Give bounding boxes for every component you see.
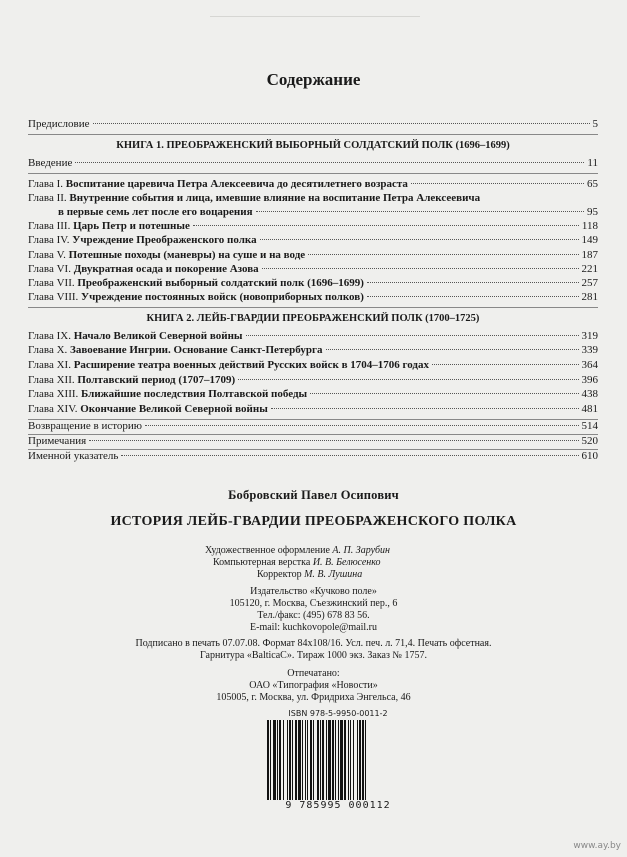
book-title: ИСТОРИЯ ЛЕЙБ-ГВАРДИИ ПРЕОБРАЖЕНСКОГО ПОЛКА (110, 514, 517, 529)
dot-leader (89, 440, 578, 441)
chapter-number: Глава IV. (28, 234, 70, 246)
dot-leader (121, 455, 578, 456)
dot-leader (246, 335, 579, 336)
toc-page: 5 (592, 118, 598, 130)
chapter-title: Внутренние события и лица, имевшие влияние на воспитание Петра Алексеевича (69, 192, 481, 204)
divider (28, 173, 598, 174)
toc-page: 257 (581, 277, 598, 289)
chapter-number: Глава II. (28, 192, 67, 204)
chapter-number: Глава I. (28, 178, 63, 190)
toc-row-chapter-cont (28, 205, 598, 219)
toc-label: Предисловие (28, 118, 90, 130)
divider (28, 134, 598, 135)
toc-page: 319 (581, 330, 598, 342)
toc-label: Возвращение в историю (28, 420, 142, 432)
toc-row-chapter (28, 402, 598, 416)
toc-label: Введение (28, 157, 73, 169)
dot-leader (93, 123, 590, 124)
toc-row-chapter (28, 329, 598, 343)
chapter-title: Двукратная осада и покорение Азова (73, 263, 259, 275)
chapter-number: Глава X. (28, 344, 68, 356)
dot-leader (308, 254, 578, 255)
dot-leader (432, 364, 579, 365)
toc-row-backmatter (28, 419, 598, 433)
print-info: Подписано в печать 07.07.08. Формат 84х108/16. Усл. печ. л. 71,4. Печать офсетная. Гарнитура «BalticaC». Тираж 1000 экз. Заказ № 1757. (135, 638, 492, 661)
watermark: www.ay.by (573, 841, 621, 851)
dot-leader (310, 393, 578, 394)
toc-row-chapter (28, 387, 598, 401)
chapter-title: Полтавский период (1707–1709) (77, 374, 236, 386)
toc-page: 281 (581, 291, 598, 303)
chapter-title: Учреждение постоянных войск (новоприборных полков) (81, 291, 364, 303)
toc-page: 481 (581, 403, 598, 415)
chapter-number: Глава XIV. (28, 403, 78, 415)
chapter-number: Глава III. (28, 220, 71, 232)
toc-page: 221 (581, 263, 598, 275)
chapter-title: Царь Петр и потешные (73, 220, 190, 232)
publisher-info: Издательство «Кучково поле» 105120, г. Москва, Съезжинский пер., 6 Тел./факс: (495) 678 83 56. E-mail: kuchkovopole@mail.ru (229, 586, 398, 633)
toc-row-backmatter (28, 434, 598, 448)
dot-leader (256, 211, 584, 212)
toc-page: 65 (587, 178, 598, 190)
toc-row-chapter (28, 358, 598, 372)
toc-page: 118 (581, 220, 598, 232)
chapter-number: Глава VIII. (28, 291, 79, 303)
barcode-icon (263, 720, 413, 800)
book1-heading: КНИГА 1. ПРЕОБРАЖЕНСКИЙ ВЫБОРНЫЙ СОЛДАТСКИЙ ПОЛК (1696–1699) (116, 140, 510, 151)
chapter-title: Потешные походы (маневры) на суше и на воде (68, 249, 306, 261)
dot-leader (326, 349, 579, 350)
toc-page: 339 (581, 344, 598, 356)
chapter-number: Глава XIII. (28, 388, 79, 400)
chapter-number: Глава XI. (28, 359, 71, 371)
chapter-title: Ближайшие последствия Полтавской победы (81, 388, 308, 400)
dot-leader (260, 239, 579, 240)
author-name: Бобровский Павел Осипович (228, 488, 399, 502)
dot-leader (238, 379, 578, 380)
page-title: Содержание (266, 70, 361, 89)
dot-leader (145, 425, 579, 426)
toc-row-chapter (28, 276, 598, 290)
toc-row-chapter (28, 343, 598, 357)
dot-leader (193, 225, 579, 226)
chapter-title: Воспитание царевича Петра Алексеевича до десятилетнего возраста (65, 178, 408, 190)
toc-row-preface (28, 117, 598, 131)
dot-leader (367, 296, 579, 297)
isbn-barcode-block (258, 709, 418, 811)
toc-page: 149 (581, 234, 598, 246)
dot-leader (271, 408, 579, 409)
toc-page: 610 (581, 450, 598, 462)
toc-page: 187 (581, 249, 598, 261)
dot-leader (411, 183, 584, 184)
dot-leader (367, 282, 579, 283)
toc-page: 364 (581, 359, 598, 371)
toc-page: 520 (581, 435, 598, 447)
toc-row-intro (28, 156, 598, 170)
credit-line: Корректор М. В. Лушина (257, 569, 363, 580)
toc-page: 11 (587, 157, 598, 169)
chapter-number: Глава VII. (28, 277, 75, 289)
chapter-title: Расширение театра военных действий Русских войск в 1704–1706 годах (73, 359, 429, 371)
printer-info: Отпечатано: ОАО «Типография «Новости» 105005, г. Москва, ул. Фридриха Энгельса, 46 (216, 668, 411, 703)
toc-row-chapter (28, 248, 598, 262)
credit-line: Художественное оформление А. П. Зарубин (205, 545, 390, 556)
toc-page: 438 (581, 388, 598, 400)
toc-row-chapter (28, 290, 598, 304)
toc-page: 95 (587, 206, 598, 218)
toc-row-chapter (28, 262, 598, 276)
dot-leader (262, 268, 579, 269)
chapter-number: Глава XII. (28, 374, 75, 386)
toc-page: 514 (581, 420, 598, 432)
divider (28, 307, 598, 308)
toc-row-chapter (28, 177, 598, 191)
isbn-text: ISBN 978-5-9950-0011-2 (288, 709, 388, 718)
toc-label: Примечания (28, 435, 87, 447)
chapter-title: Учреждение Преображенского полка (72, 234, 257, 246)
toc-label: Именной указатель (28, 450, 119, 462)
toc-page: 396 (581, 374, 598, 386)
toc-row-chapter (28, 373, 598, 387)
chapter-number: Глава IX. (28, 330, 71, 342)
toc-row-chapter (28, 191, 598, 205)
chapter-number: Глава VI. (28, 263, 71, 275)
toc-row-chapter (28, 233, 598, 247)
chapter-number: Глава V. (28, 249, 66, 261)
toc-row-chapter (28, 219, 598, 233)
chapter-title: Преображенский выборный солдатский полк (1696–1699) (77, 277, 364, 289)
chapter-title: Окончание Великой Северной войны (80, 403, 268, 415)
credit-line: Компьютерная верстка И. В. Белюсенко (213, 557, 381, 568)
chapter-title: Начало Великой Северной войны (73, 330, 243, 342)
chapter-title: Завоевание Ингрии. Основание Санкт-Петербурга (70, 344, 323, 356)
dot-leader (75, 162, 584, 163)
book2-heading: КНИГА 2. ЛЕЙБ-ГВАРДИИ ПРЕОБРАЖЕНСКИЙ ПОЛК (1700–1725) (146, 313, 480, 324)
credits (205, 545, 390, 581)
toc-row-backmatter (28, 449, 598, 463)
chapter-title-cont: в первые семь лет после его воцарения (58, 206, 253, 218)
barcode-number: 9 785995 000112 (285, 800, 391, 811)
